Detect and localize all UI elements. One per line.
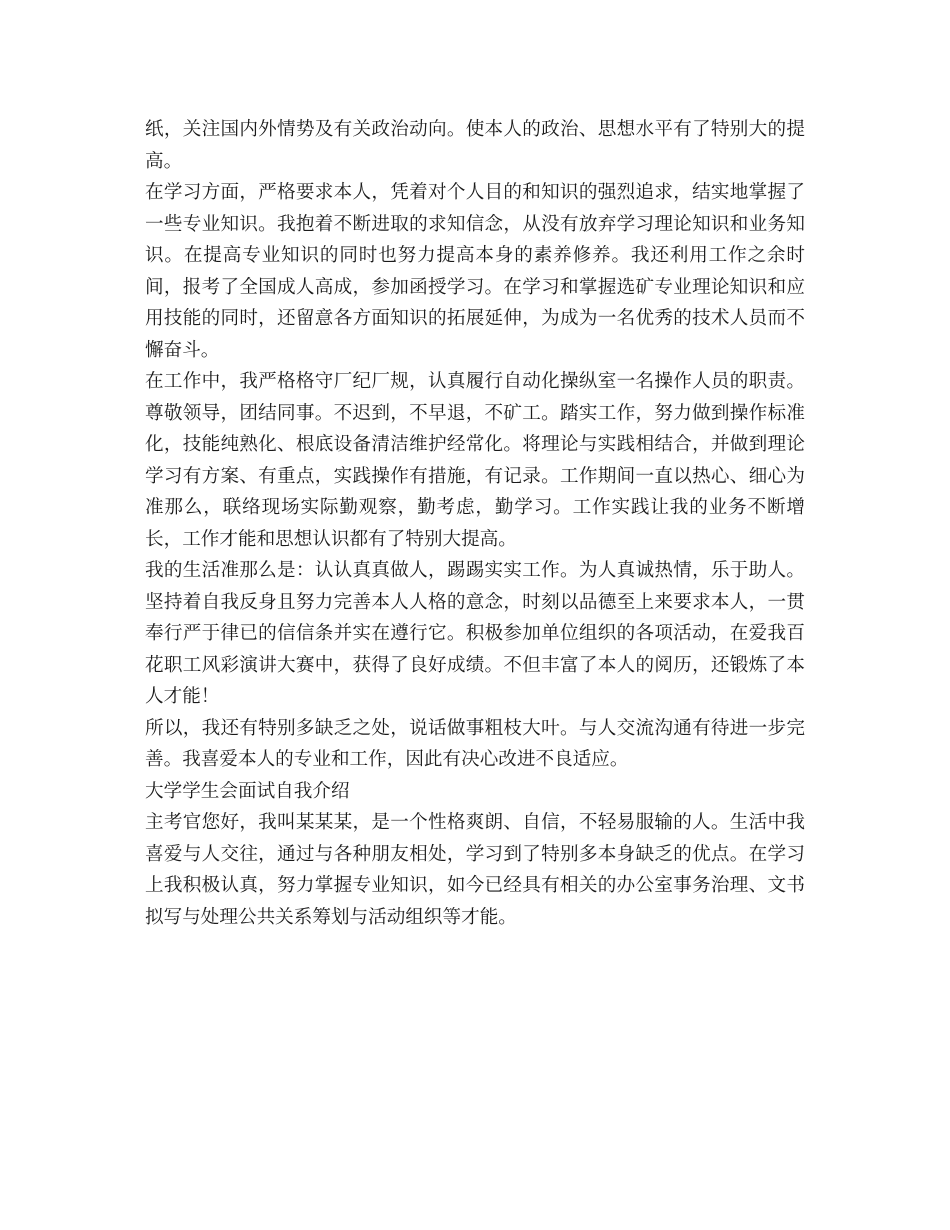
document-page: [145, 114, 805, 933]
paragraph-shortcomings: 所以，我还有特别多缺乏之处，说话做事粗枝大叶。与人交流沟通有待进一步完善。我喜爱本人的专业和工作，因此有决心改进不良适应。: [145, 717, 805, 770]
paragraph-work: 在工作中，我严格格守厂纪厂规，认真履行自动化操纵室一名操作人员的职责。尊敬领导，团结同事。不迟到，不早退，不矿工。踏实工作，努力做到操作标准化，技能纯熟化、根底设备清洁维护经常化。将理论与实践相结合，并做到理论学习有方案、有重点，实践操作有措施，有记录。工作期间一直以热心、细心为准那么，联络现场实际勤观察，勤考虑，勤学习。工作实践让我的业务不断增长，工作才能和思想认识都有了特别大提高。: [145, 371, 805, 550]
paragraph-self-introduction: 主考官您好，我叫某某某，是一个性格爽朗、自信，不轻易服输的人。生活中我喜爱与人交往，通过与各种朋友相处，学习到了特别多本身缺乏的优点。在学习上我积极认真，努力掌握专业知识，如今已经具有相关的办公室事务治理、文书拟写与处理公共关系筹划与活动组织等才能。: [145, 812, 805, 928]
paragraph-political-study: 纸，关注国内外情势及有关政治动向。使本人的政治、思想水平有了特别大的提高。: [145, 119, 805, 172]
paragraph-life: 我的生活准那么是：认认真真做人，踢踢实实工作。为人真诚热情，乐于助人。坚持着自我反身且努力完善本人人格的意念，时刻以品德至上来要求本人，一贯奉行严于律已的信信条并实在遵行它。积极参加单位组织的各项活动，在爱我百花职工风彩演讲大赛中，获得了良好成绩。不但丰富了本人的阅历，还锻炼了本人才能！: [145, 560, 805, 707]
paragraph-study: 在学习方面，严格要求本人，凭着对个人目的和知识的强烈追求，结实地掌握了一些专业知识。我抱着不断进取的求知信念，从没有放弃学习理论知识和业务知识。在提高专业知识的同时也努力提高本身的素养修养。我还利用工作之余时间，报考了全国成人高成，参加函授学习。在学习和掌握选矿专业理论知识和应用技能的同时，还留意各方面知识的拓展延伸，为成为一名优秀的技术人员而不懈奋斗。: [145, 182, 805, 361]
section-title: 大学学生会面试自我介绍: [145, 780, 350, 802]
